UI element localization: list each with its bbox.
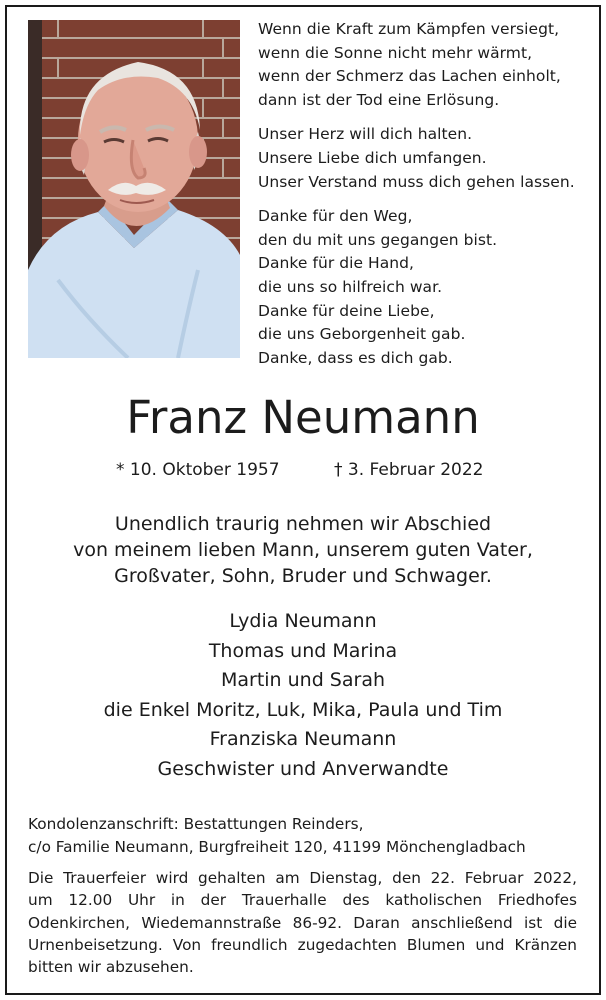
- portrait-photo: [28, 20, 240, 358]
- poem-stanza: [258, 18, 593, 112]
- farewell-text: [0, 511, 606, 589]
- address-line: c/o Familie Neumann, Burgfreiheit 120, 41199 Mönchengladbach: [28, 838, 526, 856]
- poem-line: Danke, dass es dich gab.: [258, 348, 453, 367]
- farewell-line: von meinem lieben Mann, unserem guten Vater,: [73, 539, 533, 561]
- death-date: † 3. Februar 2022: [334, 460, 484, 480]
- poem-line: Wenn die Kraft zum Kämpfen versiegt,: [258, 20, 560, 38]
- mourner: Franziska Neumann: [209, 728, 397, 750]
- funeral-line: bitten wir abzusehen.: [28, 958, 194, 977]
- funeral-notice: [28, 867, 577, 978]
- deceased-name: Franz Neumann: [126, 391, 480, 444]
- mourners-list: [0, 607, 606, 784]
- mourner: Thomas und Marina: [208, 639, 398, 662]
- birth-date: * 10. Oktober 1957: [116, 460, 280, 480]
- funeral-line: Odenkirchen, Wiedemannstraße 86-92. Daran anschließend ist die: [28, 913, 577, 932]
- poem-line: Unser Verstand muss dich gehen lassen.: [258, 172, 575, 191]
- funeral-line: Urnenbeisetzung. Von freundlich zugedachten Blumen und Kränzen: [28, 935, 577, 954]
- farewell-line: Großvater, Sohn, Bruder und Schwager.: [114, 565, 492, 587]
- mourner: die Enkel Moritz, Luk, Mika, Paula und Tim: [103, 698, 503, 721]
- poem-line: die uns Geborgenheit gab.: [258, 325, 466, 344]
- condolence-address: [28, 813, 584, 859]
- poem-line: Unsere Liebe dich umfangen.: [258, 148, 487, 167]
- mourner: Lydia Neumann: [229, 610, 377, 632]
- funeral-line: Die Trauerfeier wird gehalten am Dienstag, den 22. Februar 2022,: [28, 869, 577, 887]
- address-line: Kondolenzanschrift: Bestattungen Reinders,: [28, 815, 364, 833]
- funeral-line: um 12.00 Uhr in der Trauerhalle des katholischen Friedhofes: [28, 891, 577, 910]
- poem-line: Unser Herz will dich halten.: [258, 125, 473, 144]
- farewell-line: Unendlich traurig nehmen wir Abschied: [114, 513, 492, 535]
- poem-line: dann ist der Tod eine Erlösung.: [258, 90, 500, 109]
- poem-line: die uns so hilfreich war.: [258, 277, 443, 296]
- poem-stanza: [258, 123, 593, 194]
- poem-line: Danke für die Hand,: [258, 254, 415, 273]
- poem-line: wenn die Sonne nicht mehr wärmt,: [258, 43, 533, 62]
- mourner: Martin und Sarah: [220, 669, 386, 691]
- poem-line: Danke für deine Liebe,: [258, 301, 435, 320]
- poem-line: Danke für den Weg,: [258, 207, 413, 226]
- poem: [258, 18, 593, 381]
- poem-line: den du mit uns gegangen bist.: [258, 230, 498, 249]
- mourner: Geschwister und Anverwandte: [157, 757, 449, 780]
- poem-line: wenn der Schmerz das Lachen einholt,: [258, 67, 561, 86]
- poem-stanza: [258, 205, 593, 370]
